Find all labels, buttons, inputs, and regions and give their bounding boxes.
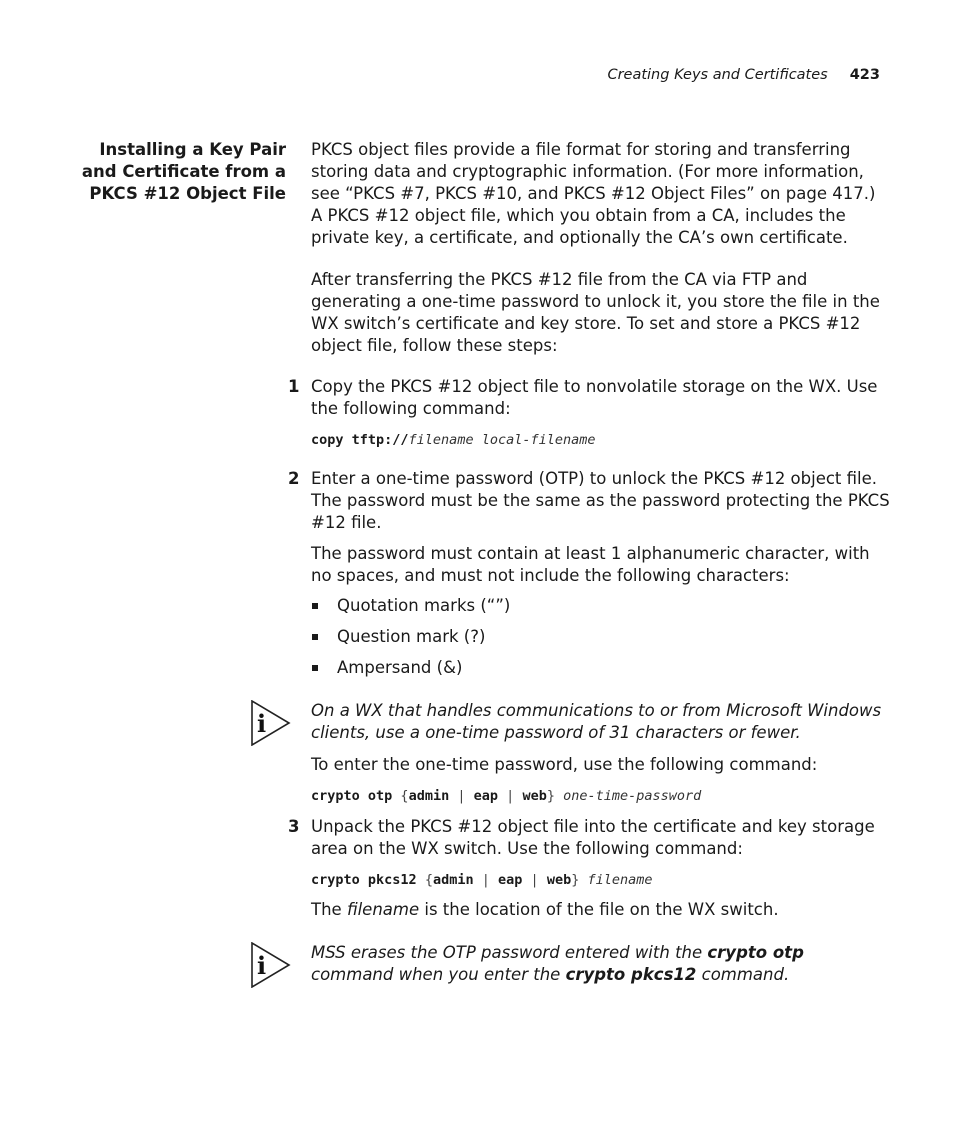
step-text: Unpack the PKCS #12 object file into the certificate and key storage area on the WX switch. Use the following command: <box>311 817 875 858</box>
note-callout <box>257 700 891 744</box>
forbidden-characters-list <box>311 595 891 679</box>
running-title: Creating Keys and Certificates <box>607 67 828 83</box>
page-number: 423 <box>849 67 880 83</box>
info-note-icon <box>251 700 293 746</box>
running-header <box>0 67 880 83</box>
note-callout <box>257 942 891 986</box>
note-text: MSS erases the OTP password entered with the crypto otp command when you enter the crypto pkcs12 command. <box>311 943 804 984</box>
step-text: Copy the PKCS #12 object file to nonvolatile storage on the WX. Use the following command: <box>311 377 878 418</box>
main-content <box>257 139 891 986</box>
step-number: 3 <box>288 817 300 836</box>
note-text: On a WX that handles communications to or from Microsoft Windows clients, use a one-time password of 31 characters or fewer. <box>311 701 882 742</box>
command-copy-tftp <box>311 431 891 449</box>
svg-text:i: i <box>257 709 267 738</box>
bullet-square-icon <box>312 634 318 640</box>
list-item: Question mark (?) <box>311 626 891 648</box>
section-heading <box>40 139 286 205</box>
command-crypto-pkcs12: crypto pkcs12 {admin | eap | web} filename <box>311 872 653 888</box>
bullet-square-icon <box>312 603 318 609</box>
intro-paragraph: PKCS object files provide a file format for storing and transferring storing data and cryptographic information. (For more information, see “PKCS #7, PKCS #10, and PKCS #12 Object Files” on page 417.) A PKCS #12 object file, which you obtain from a CA, includes the private key, a certificate, and optionally the CA’s own certificate. <box>311 140 876 247</box>
bullet-square-icon <box>312 665 318 671</box>
info-note-icon <box>251 942 293 988</box>
step-number: 1 <box>288 377 300 396</box>
svg-text:i: i <box>257 951 267 980</box>
step-1 <box>288 376 891 449</box>
step-3 <box>288 816 891 921</box>
heading-line: and Certificate from a <box>81 162 286 181</box>
step-number: 2 <box>288 469 300 488</box>
command-argument: filename <box>408 432 474 448</box>
heading-line: Installing a Key Pair <box>99 140 286 159</box>
list-item: Ampersand (&) <box>311 657 891 679</box>
password-rules-paragraph: The password must contain at least 1 alphanumeric character, with no spaces, and must not include the following characters: <box>311 544 870 585</box>
command-intro-text: To enter the one-time password, use the following command: <box>311 755 818 774</box>
step-text: Enter a one-time password (OTP) to unlock the PKCS #12 object file. The password must be the same as the password protecting the PKCS #12 file. <box>311 469 890 532</box>
steps-intro-paragraph: After transferring the PKCS #12 file from the CA via FTP and generating a one-time password to unlock it, you store the file in the WX switch’s certificate and key store. To set and store a PKCS #12 object file, follow these steps: <box>311 270 880 355</box>
command-crypto-otp: crypto otp {admin | eap | web} one-time-password <box>311 788 702 804</box>
command-argument: local-filename <box>481 432 596 448</box>
heading-line: PKCS #12 Object File <box>89 184 286 203</box>
command-keyword: copy tftp:// <box>311 432 409 448</box>
list-item: Quotation marks (“”) <box>311 595 891 617</box>
step-2 <box>257 468 891 805</box>
filename-explanation: The filename is the location of the file on the WX switch. <box>311 900 779 919</box>
